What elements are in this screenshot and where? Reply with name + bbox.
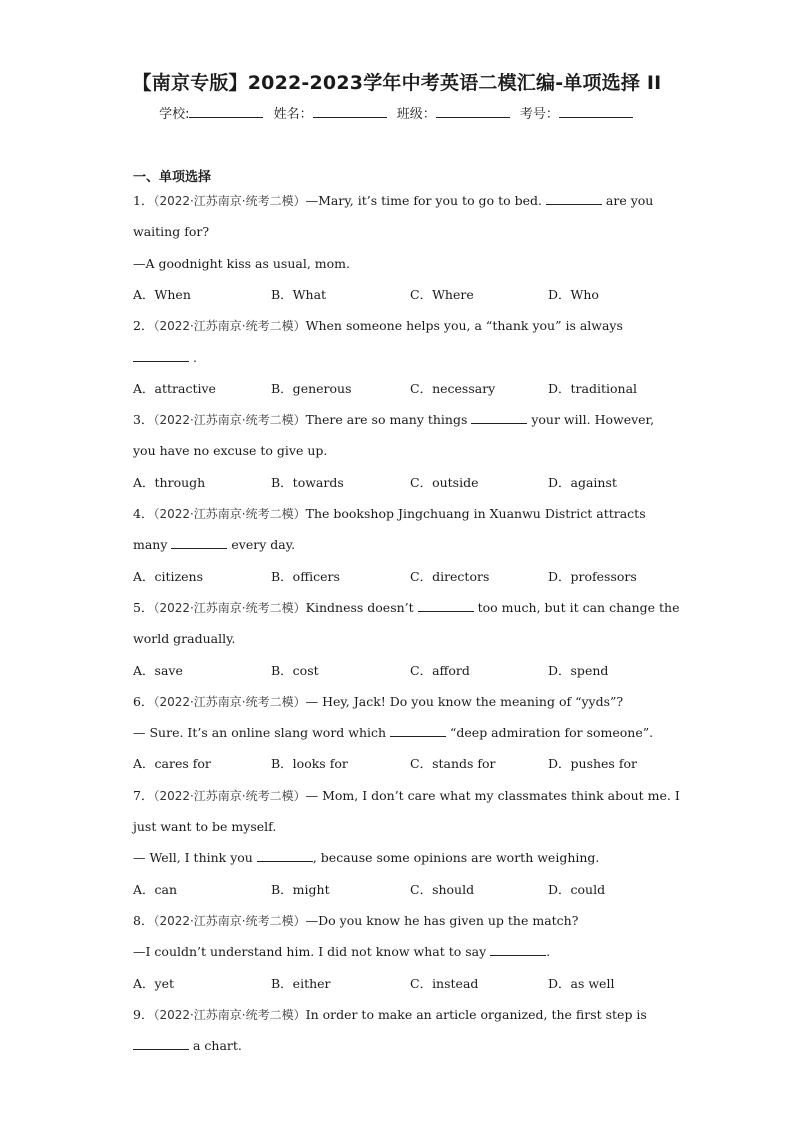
question-text: In order to make an article organized, the first step is [305,1006,647,1022]
name-label: 姓名： [273,107,313,122]
question-text: — Hey, Jack! Do you know the meaning of “yyds”? [305,693,624,709]
option-c: C．necessary [410,380,496,396]
option-c: C．outside [410,474,479,490]
question-4-line [133,506,673,522]
page-title: 【南京专版】2022-2023学年中考英语二模汇编-单项选择 II [132,72,662,94]
question-text: you have no excuse to give up. [133,443,328,459]
option-b: B．officers [271,568,340,584]
option-b: B．What [271,286,327,302]
question-text: — Mom, I don’t care what my classmates think about me. I [305,787,680,803]
option-b: B．towards [271,474,344,490]
question-8-line [133,913,673,929]
question-9-line [133,1007,673,1023]
option-c: C．should [410,881,475,897]
option-a: A．through [133,474,206,490]
answer-blank [490,944,546,956]
option-b: B．generous [271,380,352,396]
option-c: C．stands for [410,756,496,772]
option-b: B．either [271,975,331,991]
option-a: A．attractive [133,380,216,396]
question-number: 6． [133,693,154,709]
question-text: —A goodnight kiss as usual, mom. [133,255,350,271]
question-2-line [133,350,673,366]
question-5-line [133,631,673,647]
question-text: many [133,537,172,553]
option-d: D．professors [548,568,637,584]
question-text: world gradually. [133,631,236,647]
question-1-line [133,256,673,272]
question-text: — Well, I think you [133,850,257,866]
question-text: too much, but it can change the [473,599,680,615]
question-source: （2022·江苏南京·统考二模） [153,694,306,709]
class-field [397,107,512,122]
question-text: , because some opinions are worth weighing. [312,850,600,866]
question-source: （2022·江苏南京·统考二模） [153,319,306,334]
question-3-line [133,443,673,459]
option-d: D．Who [548,286,599,302]
question-text: —Do you know he has given up the match? [305,912,579,928]
option-a: A．citizens [133,568,203,584]
question-text: — Sure. It’s an online slang word which [133,725,391,741]
option-a: A．can [133,881,178,897]
answer-blank [257,850,313,862]
question-text: —Mary, it’s time for you to go to bed. [305,193,546,208]
question-source: （2022·江苏南京·统考二模） [153,507,306,521]
question-number: 9． [133,1006,154,1022]
option-a: A．save [133,662,183,678]
question-text: waiting for? [133,224,210,240]
option-b: B．might [271,881,330,897]
answer-blank [471,412,527,424]
answer-blank [418,600,474,612]
option-d: D．pushes for [548,756,637,772]
question-number: 5． [133,599,154,615]
question-number: 2． [133,318,154,334]
question-text: When someone helps you, a “thank you” is always [305,318,623,334]
question-5-line [133,599,680,616]
exam-number-field [520,107,635,122]
option-d: D．against [548,474,617,490]
option-a: A．yet [133,975,175,991]
school-field [159,107,265,122]
question-text: There are so many things [305,412,472,428]
question-source: （2022·江苏南京·统考二模） [153,788,306,803]
option-d: D．could [548,881,606,897]
school-blank [189,105,263,118]
question-number: 4． [133,506,154,521]
student-info-line [0,103,794,122]
question-text: a chart. [189,1038,242,1054]
name-field [274,107,389,122]
question-text: —I couldn’t understand him. I did not know what to say [133,944,491,960]
question-6-line [133,725,673,741]
question-text: “deep admiration for someone”. [446,725,654,741]
option-b: B．looks for [271,756,348,772]
answer-blank [390,725,446,737]
question-text: Kindness doesn’t [305,599,418,615]
question-2-line [133,318,673,334]
question-text: every day. [227,537,296,553]
question-7-line [133,819,673,835]
question-source: （2022·江苏南京·统考二模） [153,413,306,428]
answer-blank [133,1038,189,1050]
question-number: 3． [133,412,154,428]
answer-blank [171,537,227,549]
option-a: A．cares for [133,756,211,772]
option-c: C．Where [410,286,474,302]
option-c: C．instead [410,975,479,991]
option-d: D．as well [548,975,615,991]
option-d: D．traditional [548,380,638,396]
question-text: are you [601,193,654,208]
question-6-line [133,694,673,710]
question-number: 8． [133,912,154,928]
question-text: your will. However, [527,412,655,428]
question-text: . [546,944,551,960]
question-4-line [133,537,673,553]
question-7-line [133,850,673,866]
section-title: 一、单项选择 [133,170,212,185]
class-label: 班级： [396,107,436,122]
question-text: The bookshop Jingchuang in Xuanwu District attracts [305,506,646,521]
option-b: B．cost [271,662,319,678]
answer-blank [546,193,602,205]
question-7-line [133,787,680,804]
question-number: 7． [133,787,154,803]
option-d: D．spend [548,662,609,678]
question-3-line [133,412,673,428]
question-1-line [133,193,673,209]
class-blank [436,105,510,118]
question-1-line [133,224,673,240]
question-9-line [133,1038,673,1054]
question-source: （2022·江苏南京·统考二模） [153,194,306,208]
school-label: 学校: [159,107,190,122]
question-8-line [133,944,673,960]
question-source: （2022·江苏南京·统考二模） [153,1007,306,1022]
question-text: just want to be myself. [133,819,277,834]
question-text: . [189,349,197,365]
option-c: C．directors [410,568,490,584]
answer-blank [133,350,189,362]
question-source: （2022·江苏南京·统考二模） [153,600,306,615]
option-c: C．afford [410,662,470,678]
name-blank [313,105,387,118]
question-source: （2022·江苏南京·统考二模） [153,913,306,928]
question-number: 1． [133,193,154,208]
option-a: A．When [133,286,191,302]
exam-number-label: 考号： [519,107,559,122]
exam-number-blank [559,105,633,118]
